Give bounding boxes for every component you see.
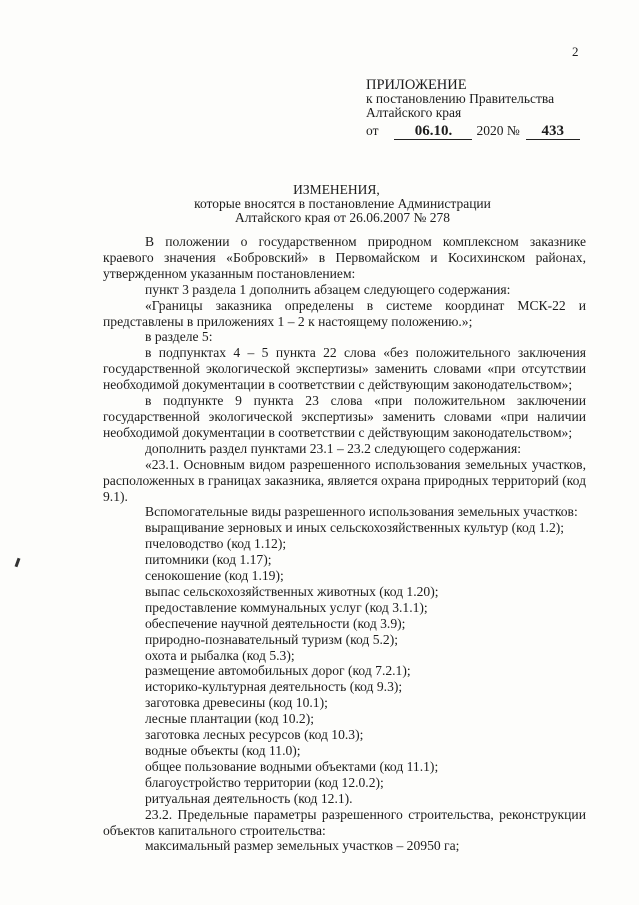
heading-subtitle2: Алтайского края от 26.06.2007 № 278 (234, 210, 451, 225)
year-text: 2020 № (476, 123, 520, 138)
list-item: выпас сельскохозяйственных животных (код 1.20); (145, 583, 439, 599)
list-item: историко-культурная деятельность (код 9.3); (145, 679, 403, 695)
date-value: 06.10. (394, 124, 472, 140)
paragraph-23-2: 23.2. Предельные параметры разрешенного строительства, реконструкции объектов капитального строительства: (103, 806, 586, 838)
heading-title: ИЗМЕНЕНИЯ, (293, 182, 380, 197)
list-item: водные объекты (код 11.0); (145, 743, 301, 758)
list-item: заготовка древесины (код 10.1); (145, 695, 328, 711)
date-prefix: от (366, 123, 379, 138)
number-value: 433 (526, 124, 580, 140)
paragraph-max-size: максимальный размер земельных участков – 20950 га; (145, 838, 460, 854)
page-number: 2 (572, 44, 579, 59)
paragraph-sub9: в подпункте 9 пункта 23 слова «при положительном заключении государственной экологической экспертизы» заменить словами «при наличии необходимой документации в соответствии с действующим законодательством»; (103, 393, 586, 440)
list-item: питомники (код 1.17); (145, 552, 272, 568)
list-item: размещение автомобильных дорог (код 7.2.1); (145, 663, 411, 679)
list-item: лесные плантации (код 10.2); (145, 711, 315, 727)
list-item: ритуальная деятельность (код 12.1). (145, 790, 353, 806)
paragraph-section5: в разделе 5: (145, 329, 213, 345)
list-item: обеспечение научной деятельности (код 3.9); (145, 615, 406, 631)
appendix-block (366, 78, 580, 140)
list-item: охота и рыбалка (код 5.3); (145, 647, 295, 663)
list-item: выращивание зерновых и иных сельскохозяйственных культур (код 1.2); (145, 520, 565, 536)
paragraph-sub4-5: в подпунктах 4 – 5 пункта 22 слова «без положительного заключения государственной экологической экспертизы» заменить словами «при отсутствии необходимой документации в соответствии с действующим законодательством»; (103, 345, 586, 393)
list-item: общее пользование водными объектами (код 11.1); (145, 758, 439, 774)
document-heading (0, 183, 639, 225)
list-item: предоставление коммунальных услуг (код 3.1.1); (145, 599, 428, 615)
paragraph-23-1: «23.1. Основным видом разрешенного использования земельных участков, расположенных в границах заказника, является охрана природных территорий (код 9.1). (103, 456, 586, 504)
list-item: сенокошение (код 1.19); (145, 568, 284, 584)
document-body (103, 234, 586, 854)
appendix-line1: к постановлению Правительства (366, 91, 555, 106)
scan-mark (15, 558, 21, 567)
list-item: благоустройство территории (код 12.0.2); (145, 774, 384, 790)
paragraph-aux-uses: Вспомогательные виды разрешенного использования земельных участков: (145, 504, 578, 520)
paragraph-intro: В положении о государственном природном комплексном заказнике краевого значения «Бобровский» в Первомайском и Косихинском районах, утвержденном указанным постановлением: (103, 234, 586, 281)
paragraph-point3: пункт 3 раздела 1 дополнить абзацем следующего содержания: (145, 281, 511, 297)
appendix-title: ПРИЛОЖЕНИЕ (366, 77, 467, 93)
list-item: пчеловодство (код 1.12); (145, 536, 287, 552)
appendix-line2: Алтайского края (366, 105, 462, 120)
paragraph-boundaries: «Границы заказника определены в системе координат МСК-22 и представлены в приложениях 1 – 2 к настоящему положению.»; (103, 297, 586, 329)
list-item: природно-познавательный туризм (код 5.2); (145, 631, 399, 647)
appendix-date-row (366, 124, 580, 140)
heading-subtitle1: которые вносятся в постановление Администрации (194, 196, 491, 211)
list-item: заготовка лесных ресурсов (код 10.3); (145, 727, 364, 743)
paragraph-add-points: дополнить раздел пунктами 23.1 – 23.2 следующего содержания: (145, 440, 521, 456)
